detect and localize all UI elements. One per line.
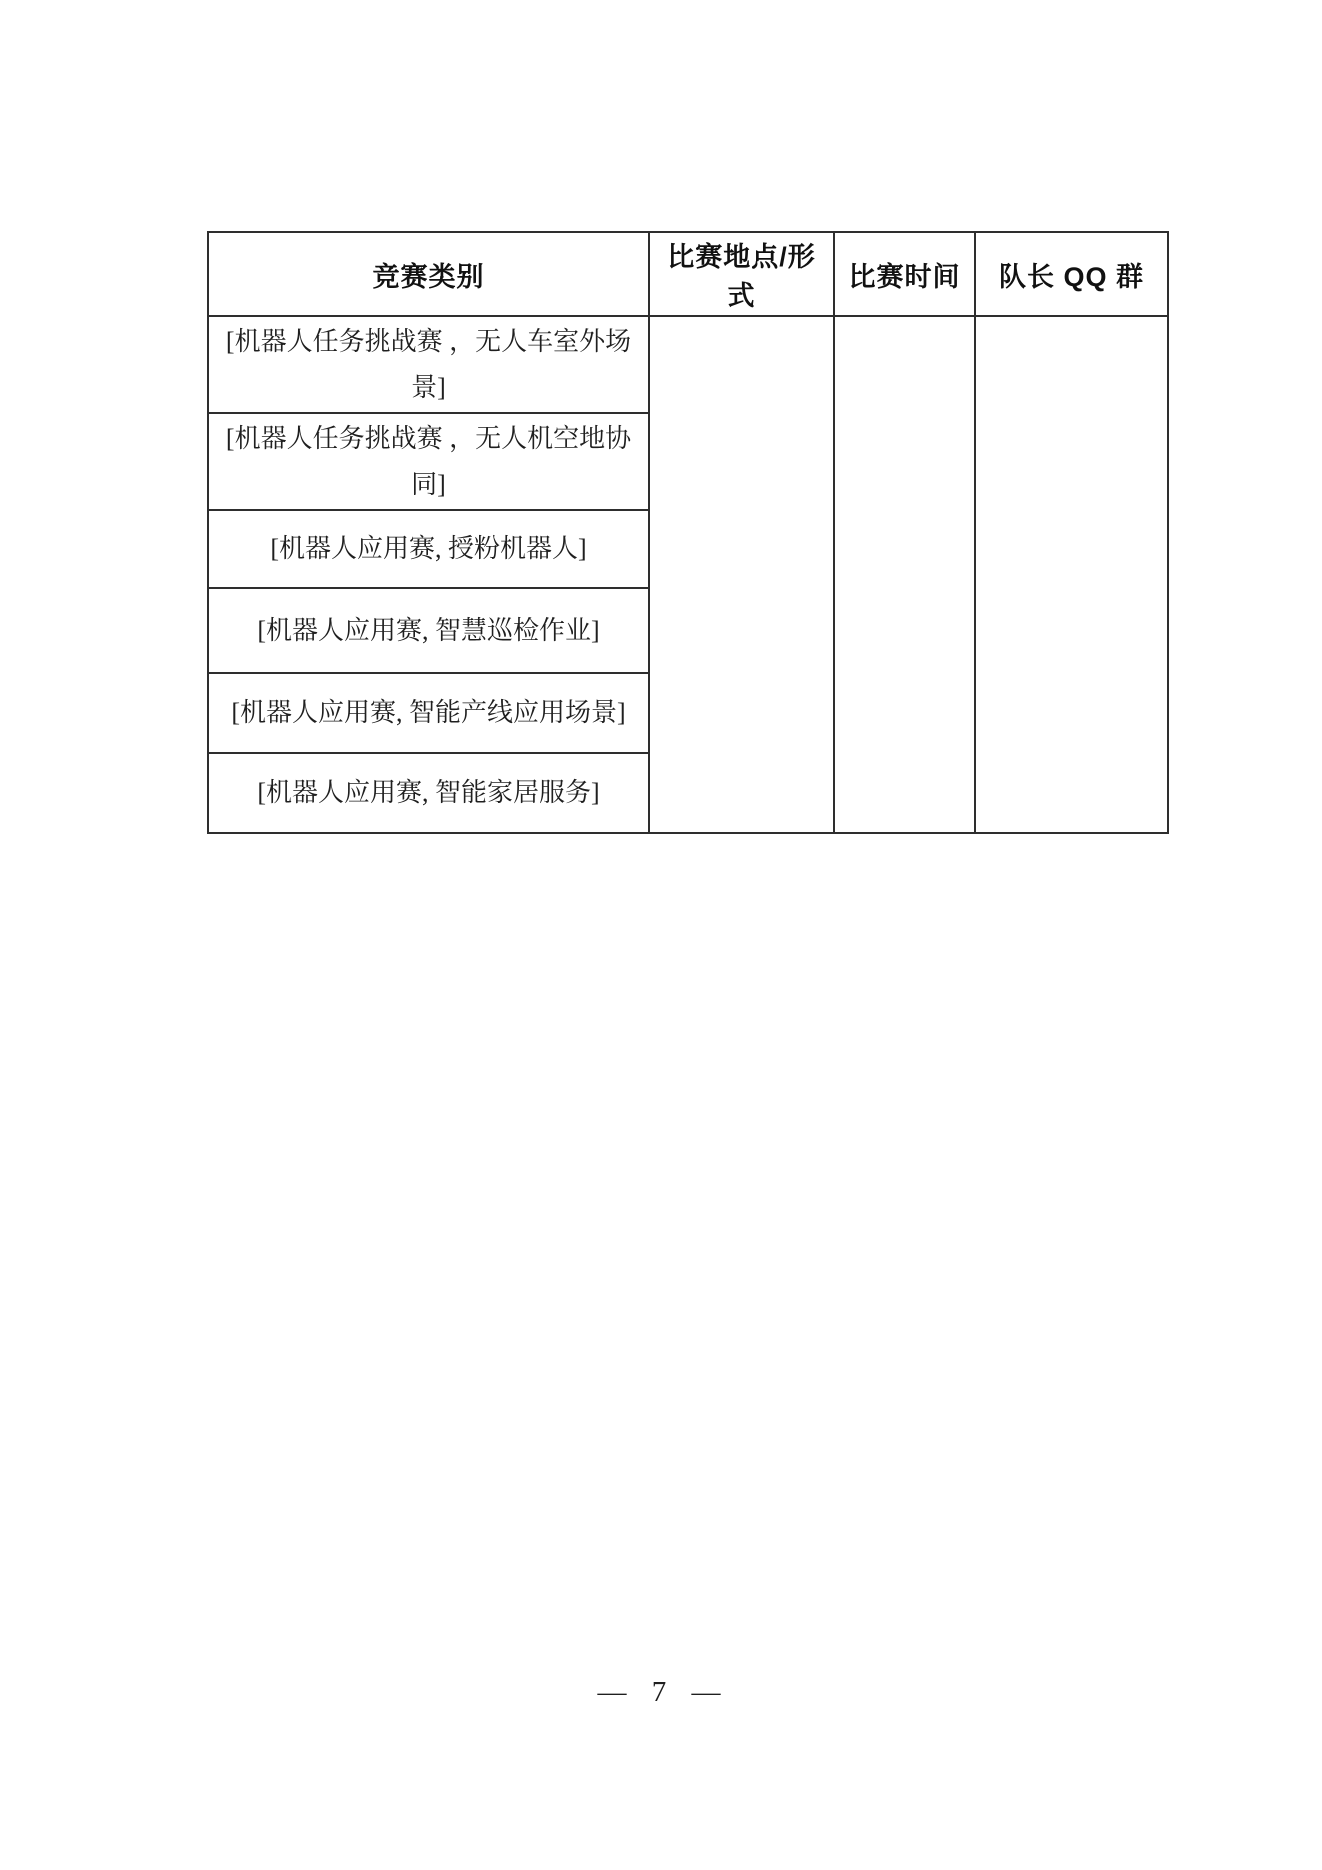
category-cell: [机器人任务挑战赛 ，无人车室外场景] xyxy=(208,316,649,413)
category-cell: [机器人应用赛, 智慧巡检作业] xyxy=(208,588,649,673)
header-location-format: 比赛地点/形式 xyxy=(649,232,834,316)
location-column-empty-cell xyxy=(649,316,834,833)
page-number: — 7 — xyxy=(597,1676,725,1708)
qq-group-column-empty-cell xyxy=(975,316,1168,833)
table-row xyxy=(208,316,1168,413)
table-header-row xyxy=(208,232,1168,316)
category-cell: [机器人应用赛, 智能家居服务] xyxy=(208,753,649,833)
category-cell: [机器人应用赛, 智能产线应用场景] xyxy=(208,673,649,753)
competition-table xyxy=(207,231,1169,834)
header-captain-qq-group: 队长 QQ 群 xyxy=(975,232,1168,316)
category-cell: [机器人任务挑战赛 ，无人机空地协同] xyxy=(208,413,649,510)
time-column-empty-cell xyxy=(834,316,975,833)
header-competition-category: 竞赛类别 xyxy=(208,232,649,316)
category-cell: [机器人应用赛, 授粉机器人] xyxy=(208,510,649,588)
header-time: 比赛时间 xyxy=(834,232,975,316)
